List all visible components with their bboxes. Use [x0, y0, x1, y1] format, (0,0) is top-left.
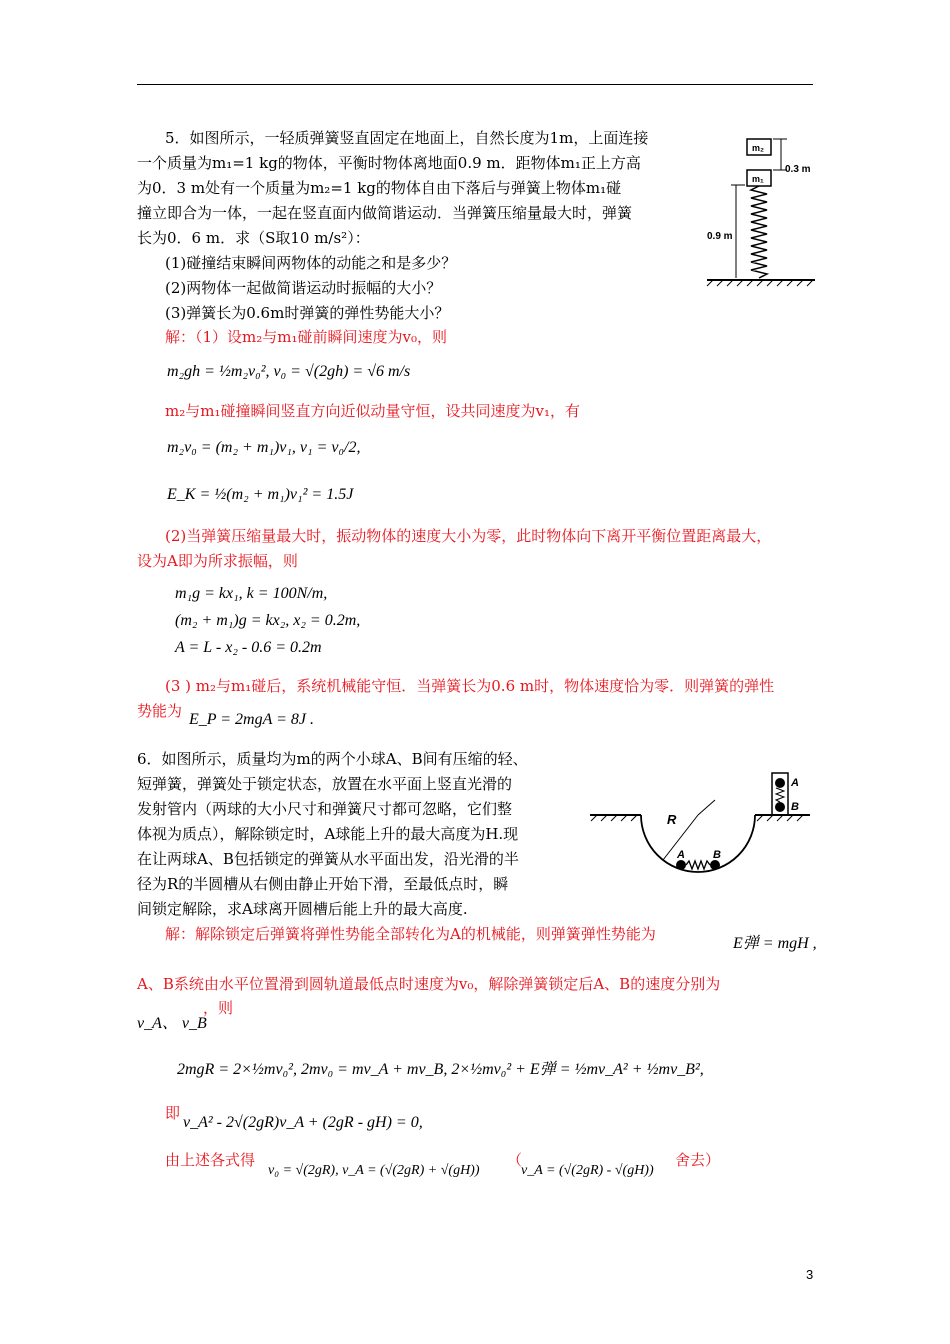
semicircle-track-figure — [585, 770, 815, 880]
p6-line-1: 6．如图所示，质量均为m的两个小球A、B间有压缩的轻、 — [137, 750, 528, 768]
p5-sol-3a: (2)当弹簧压缩量最大时，振动物体的速度大小为零，此时物体向下离开平衡位置距离最大， — [165, 527, 772, 545]
fig-b-label-bottom: B — [713, 849, 721, 861]
p5-eq-6: A = L - x₂ - 0.6 = 0.2m — [175, 639, 322, 656]
p6-rej-word: 舍去） — [675, 1151, 721, 1169]
p5-line-5: 长为0．6 m．求（S取10 m/s²）： — [137, 229, 370, 247]
page-number: 3 — [806, 1267, 814, 1282]
p6-eq-result: v₀ = √(2gR), v_A = (√(2gR) + √(gH)) — [268, 1163, 480, 1178]
p5-eq-2: m₂v₀ = (m₂ + m₁)v₁, v₁ = v₀/2, — [167, 439, 361, 456]
p6-eq-rejected: v_A = (√(2gR) - √(gH)) — [521, 1163, 654, 1178]
p6-eq-main: 2mgR = 2×½mv₀², 2mv₀ = mv_A + mv_B, 2×½mv₀² + E弹 = ½mv_A² + ½mv_B², — [177, 1061, 704, 1078]
p5-question-3: (3)弹簧长为0.6m时弹簧的弹性势能大小？ — [165, 304, 450, 322]
p5-line-2: 一个质量为m₁=1 kg的物体，平衡时物体离地面0.9 m．距物体m₁正上方高 — [137, 154, 641, 172]
p5-sol-4b: 势能为 — [137, 702, 183, 720]
fig-height-label: 0.9 m — [707, 231, 733, 242]
p6-line-2: 短弹簧，弹簧处于锁定状态，放置在水平面上竖直光滑的 — [137, 775, 513, 793]
p6-vars: v_A、 v_B — [137, 1015, 207, 1032]
p5-sol-1: 解：（1）设m₂与m₁碰前瞬间速度为v₀，则 — [165, 328, 448, 346]
p5-eq-5: (m₂ + m₁)g = kx₂, x₂ = 0.2m, — [175, 612, 361, 629]
p6-line-6: 径为R的半圆槽从右侧由静止开始下滑，至最低点时，瞬 — [137, 875, 509, 893]
p5-eq-7: E_P = 2mgA = 8J . — [189, 711, 314, 728]
fig-m2-label: m₂ — [752, 143, 765, 153]
header-rule — [137, 84, 813, 85]
p5-line-3: 为0．3 m处有一个质量为m₂=1 kg的物体自由下落后与弹簧上物体m₁碰 — [137, 179, 622, 197]
p5-question-1: (1)碰撞结束瞬间两物体的动能之和是多少？ — [165, 254, 457, 272]
fig-gap-label: 0.3 m — [785, 164, 811, 175]
p5-line-1: 5．如图所示，一轻质弹簧竖直固定在地面上，自然长度为1m，上面连接 — [165, 129, 649, 147]
p6-sol-5: 由上述各式得 — [165, 1151, 256, 1169]
p6-eq-spring: E弹 = mgH , — [733, 935, 817, 952]
p6-sol-2: A、B系统由水平位置滑到圆轨道最低点时速度为v₀，解除弹簧锁定后A、B的速度分别为 — [137, 975, 721, 993]
p6-line-4: 体视为质点），解除锁定时，A球能上升的最大高度为H.现 — [137, 825, 519, 843]
fig-m1-label: m₁ — [752, 174, 764, 184]
p6-sol-4: 即 — [165, 1104, 181, 1122]
fig-r-label: R — [667, 812, 677, 827]
p6-eq-quad: v_A² - 2√(2gR)v_A + (2gR - gH) = 0, — [183, 1114, 423, 1131]
spring-mass-figure — [705, 135, 825, 285]
p5-sol-3b: 设为A即为所求振幅，则 — [137, 552, 298, 570]
p5-eq-1: m₂gh = ½m₂v₀², v₀ = √(2gh) = √6 m/s — [167, 363, 411, 380]
p6-sol-1: 解：解除锁定后弹簧将弹性势能全部转化为A的机械能，则弹簧弹性势能为 — [165, 925, 656, 943]
p6-line-5: 在让两球A、B包括锁定的弹簧从水平面出发，沿光滑的半 — [137, 850, 519, 868]
p5-sol-4a: (3 ) m₂与m₁碰后，系统机械能守恒．当弹簧长为0.6 m时，物体速度恰为零．则弹簧的弹性 — [165, 677, 775, 695]
p5-sol-2: m₂与m₁碰撞瞬间竖直方向近似动量守恒，设共同速度为v₁，有 — [165, 402, 580, 420]
p6-line-7: 间锁定解除，求A球离开圆槽后能上升的最大高度. — [137, 900, 468, 918]
p5-eq-3: E_K = ½(m₂ + m₁)v₁² = 1.5J — [167, 486, 354, 503]
fig-b-label-top: B — [791, 801, 799, 813]
fig-a-label-top: A — [791, 777, 799, 789]
p5-line-4: 撞立即合为一体，一起在竖直面内做简谐运动．当弹簧压缩量最大时，弹簧 — [137, 204, 633, 222]
p6-eq-rej-open: （ — [507, 1151, 523, 1169]
p6-sol-3: ，则 — [203, 999, 234, 1017]
fig-a-label-bottom: A — [677, 849, 685, 861]
p6-line-3: 发射管内（两球的大小尺寸和弹簧尺寸都可忽略，它们整 — [137, 800, 513, 818]
p5-eq-4: m₁g = kx₁, k = 100N/m, — [175, 585, 328, 602]
p5-question-2: (2)两物体一起做简谐运动时振幅的大小？ — [165, 279, 442, 297]
